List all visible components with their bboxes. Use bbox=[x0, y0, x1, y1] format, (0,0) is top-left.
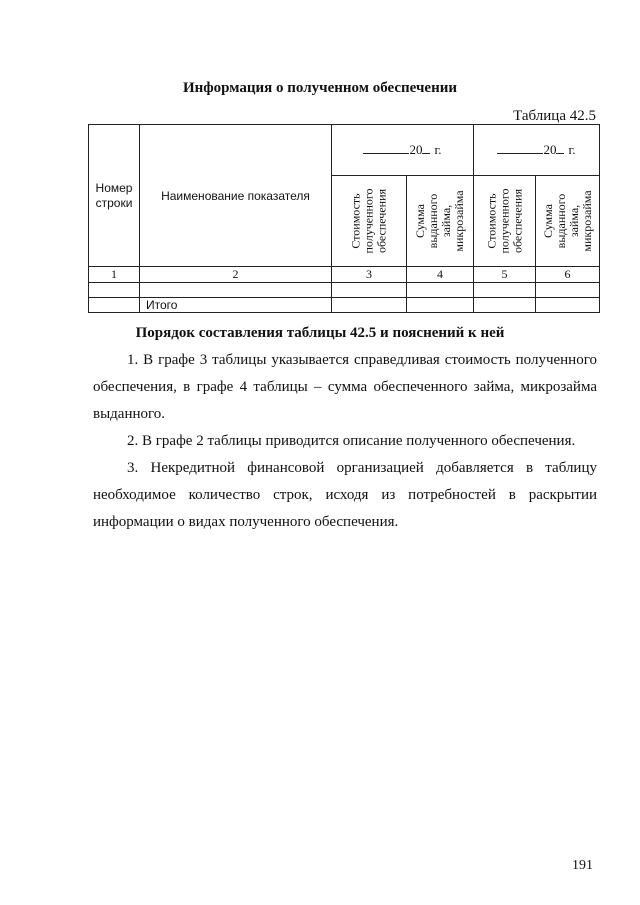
header-subcol-3-label: Стоимость полученного обеспечения bbox=[348, 188, 389, 254]
paragraph-3: 3. Некредитной финансовой организацией добавляется в таблицу необходимое количество строк, исходя из потребностей в раскрытии информации о видах полученного обеспечения. bbox=[93, 460, 597, 530]
table-cell bbox=[140, 283, 332, 298]
table-cell bbox=[89, 283, 140, 298]
collateral-table bbox=[88, 124, 600, 313]
header-subcol-6-label: Сумма выданного займа, микрозайма bbox=[540, 190, 594, 252]
header-indicator-name-label: Наименование показателя bbox=[161, 188, 310, 203]
table-header-row-years bbox=[89, 125, 600, 176]
header-subcol-5 bbox=[474, 176, 536, 267]
table-cell bbox=[474, 283, 536, 298]
paragraph-2: 2. В графе 2 таблицы приводится описание полученного обеспечения. bbox=[127, 433, 576, 449]
header-indicator-name bbox=[140, 125, 332, 267]
table-cell bbox=[407, 298, 474, 313]
page-number: 191 bbox=[572, 858, 593, 873]
column-number: 5 bbox=[474, 267, 536, 283]
paragraph-1: 1. В графе 3 таблицы указывается справедливая стоимость полученного обеспечения, в графе 4 таблицы – сумма обеспеченного займа, микрозайма выданного. bbox=[93, 352, 597, 422]
total-row bbox=[89, 298, 600, 313]
table-cell bbox=[407, 283, 474, 298]
column-number: 3 bbox=[332, 267, 407, 283]
table-cell bbox=[332, 298, 407, 313]
column-number: 4 bbox=[407, 267, 474, 283]
year-1-prefix: 20 bbox=[409, 142, 423, 157]
year-2-suffix: г. bbox=[568, 142, 576, 157]
year-2-prefix: 20 bbox=[543, 142, 557, 157]
document-title: Информация о полученном обеспечении bbox=[182, 80, 458, 96]
header-subcol-6 bbox=[536, 176, 600, 267]
column-number-row bbox=[89, 267, 600, 283]
header-subcol-4-label: Сумма выданного займа, микрозайма bbox=[413, 190, 466, 252]
total-label: Итого bbox=[140, 298, 332, 313]
column-number: 6 bbox=[536, 267, 600, 283]
header-row-number-label: Номер строки bbox=[95, 180, 133, 210]
table-label: Таблица 42.5 bbox=[513, 108, 596, 124]
section-subheading: Порядок составления таблицы 42.5 и пояснений к ней bbox=[135, 325, 505, 341]
column-number: 1 bbox=[89, 267, 140, 283]
table-cell bbox=[536, 283, 600, 298]
table-row bbox=[89, 283, 600, 298]
year-1-suffix: г. bbox=[434, 142, 442, 157]
header-year-group-1 bbox=[332, 125, 474, 176]
header-subcol-4 bbox=[407, 176, 474, 267]
table-cell bbox=[332, 283, 407, 298]
header-row-number bbox=[89, 125, 140, 267]
header-subcol-3 bbox=[332, 176, 407, 267]
column-number: 2 bbox=[140, 267, 332, 283]
table-cell bbox=[89, 298, 140, 313]
header-subcol-5-label: Стоимость полученного обеспечения bbox=[484, 188, 524, 254]
table-cell bbox=[536, 298, 600, 313]
header-year-group-2 bbox=[474, 125, 600, 176]
table-cell bbox=[474, 298, 536, 313]
